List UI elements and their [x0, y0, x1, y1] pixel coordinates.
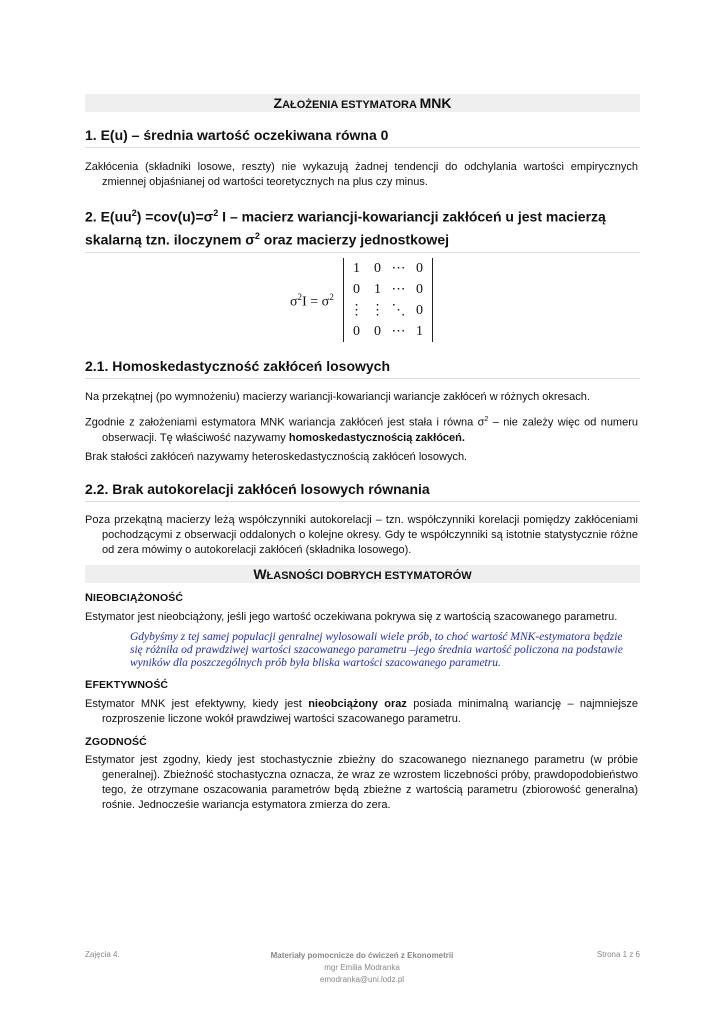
subheading-efektywnosc: EFEKTYWNOŚĆ	[85, 679, 169, 691]
quote-nieobciazonosc: Gdybyśmy z tej samej populacji genralnej wylosowali wiele prób, to choć wartość MNK-estymatora będzie się różniła od prawdziwej wartości szacowanego parametru –jego średnia wartość policzona na podstawie wyników dla poszczególnych prób była bliska wartości szacowanego parametru.	[130, 631, 623, 669]
paragraph-zgodnosc: Estymator jest zgodny, kiedy jest stochastycznie zbieżny do szacowanego nieznanego parametru (w próbie generalnej). Zbieżność stochastyczna oznacza, że wraz ze wzrostem liczebności próby, prawdopodobieństwo tego, że otrzymane oszacowania parametrów będą zbieżne z wartością parametru (zbiorowość generalna) rośnie. Jednocześie wariancja estymatora zmierza do zera.	[85, 754, 638, 811]
heading-section-1: 1. E(u) – średnia wartość oczekiwana równa 0	[85, 126, 640, 148]
paragraph-nieobciazonosc: Estymator jest nieobciążony, jeśli jego wartość oczekiwana pokrywa się z wartością szacowanego parametru.	[85, 611, 618, 623]
paragraph-2-2: Poza przekątną macierzy leżą współczynniki autokorelacji – tzn. współczynniki korelacji pomiędzy zakłóceniami pochodzącymi z obserwacji oddalonych o kolejne okresy. Gdy te współczynniki są istotnie statystycznie różne od zera mówimy o autokorelacji zakłóceń (składnika losowego).	[85, 514, 638, 556]
title-zalozenia: ZAŁOŻENIA ESTYMATORA MNK	[85, 94, 640, 112]
matrix-cell: ⋯	[391, 261, 406, 276]
footer-center	[262, 950, 462, 986]
matrix-cell: ⋮	[370, 303, 385, 318]
footer-page-number: Strona 1 z 6	[596, 950, 640, 959]
title-wlasnosci: WŁASNOŚCI DOBRYCH ESTYMATORÓW	[85, 565, 640, 583]
paragraph-efektywnosc: Estymator MNK jest efektywny, kiedy jest nieobciążony oraz posiada minimalną wariancję – najmniejsze rozproszenie liczone wokół prawdziwej wartości szacowanego parametru.	[85, 698, 639, 725]
subheading-zgodnosc: ZGODNOŚĆ	[85, 736, 147, 748]
matrix-cell: 0	[374, 323, 381, 339]
subheading-nieobciazonosc: NIEOBCIĄŻONOŚĆ	[85, 592, 184, 604]
matrix-cell: 0	[374, 260, 381, 276]
paragraph-2-1-c: Brak stałości zakłóceń nazywamy heteroskedastycznością zakłóceń losowych.	[85, 451, 468, 463]
footer-author: mgr Emilia Modranka	[324, 963, 400, 972]
matrix-body	[343, 258, 433, 342]
heading-section-2-2: 2.2. Brak autokorelacji zakłóceń losowych równania	[85, 480, 640, 502]
matrix-cell: 0	[416, 302, 423, 318]
matrix-cell: 0	[353, 323, 360, 339]
matrix-cell: ⋱	[391, 303, 406, 318]
matrix-cell: 1	[374, 281, 381, 297]
footer-course: Materiały pomocnicze do ćwiczeń z Ekonometrii	[270, 951, 454, 960]
matrix-cell: ⋯	[391, 282, 406, 297]
matrix-cell: 1	[353, 260, 360, 276]
paragraph-2-1-b: Zgodnie z założeniami estymatora MNK wariancja zakłóceń jest stała i równa $\sigma^2$ – nie zależy więc od numeru obserwacji. Tę właściwość nazywamy homoskedastycznością zakłóceń.	[85, 415, 638, 444]
matrix-cell: ⋮	[349, 303, 364, 318]
heading-section-2: 2. $E(uu^2) =cov(u)=\sigma^2$ I – macierz wariancji-kowariancji zakłóceń u jest macierzą skalarną tzn. iloczynem $\sigma^2$ oraz macierzy jednostkowej	[85, 204, 640, 253]
matrix-lhs: $\sigma^2I = \sigma^2$	[290, 292, 334, 310]
matrix-cell: 0	[353, 281, 360, 297]
heading-section-2-1: 2.1. Homoskedastyczność zakłóceń losowych	[85, 357, 640, 379]
matrix-cell: 0	[416, 281, 423, 297]
footer-left: Zajęcia 4.	[85, 950, 120, 959]
footer-email[interactable]: emodranka@uni.lodz.pl	[319, 975, 405, 984]
matrix-cell: ⋯	[391, 324, 406, 339]
matrix-cell: 1	[416, 323, 423, 339]
paragraph-2-1-a: Na przekątnej (po wymnożeniu) macierzy wariancji-kowariancji wariancje zakłóceń w różnych okresach.	[85, 391, 590, 403]
matrix-cell: 0	[416, 260, 423, 276]
paragraph-section-1: Zakłócenia (składniki losowe, reszty) nie wykazują żadnej tendencji do odchylania wartości empirycznych zmiennej objaśnianej od wartości teoretycznych na plus czy minus.	[85, 161, 638, 188]
